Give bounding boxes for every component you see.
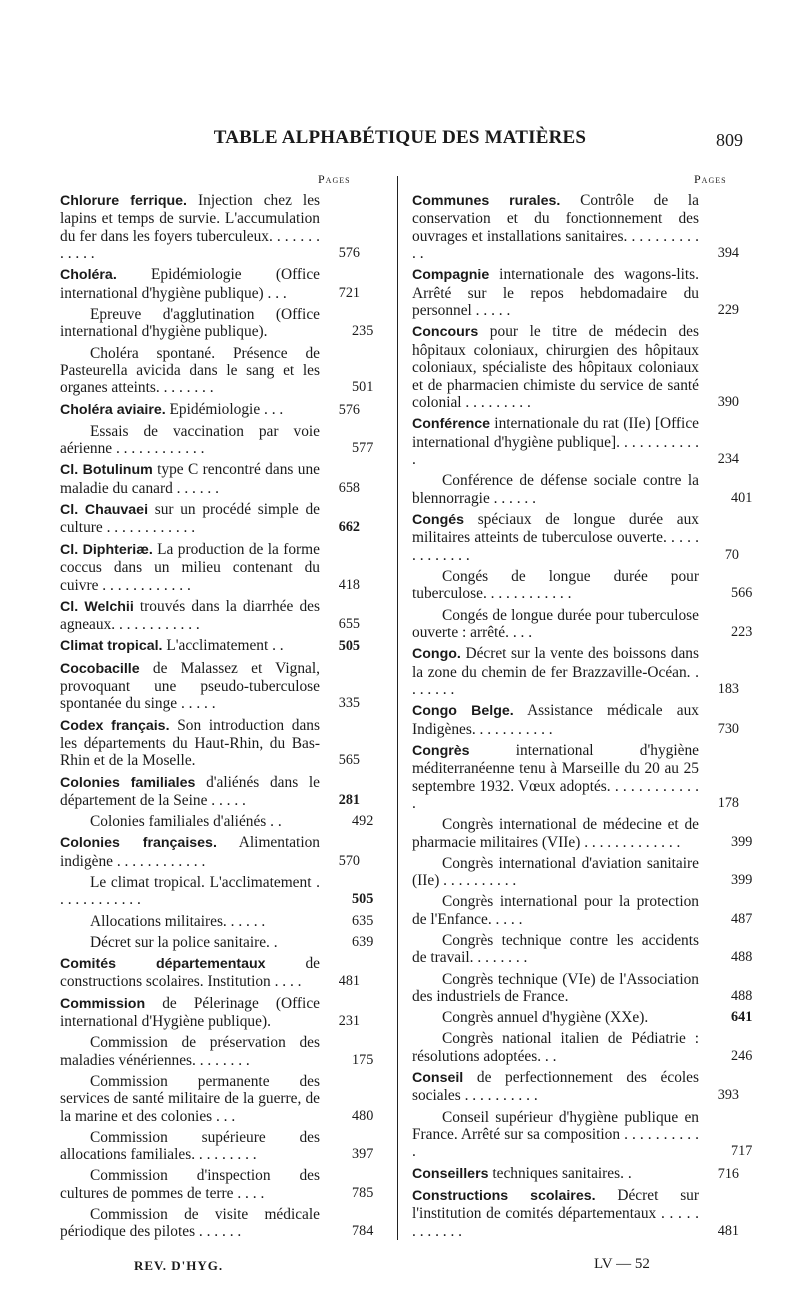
index-entry bbox=[60, 266, 360, 302]
index-entry bbox=[412, 1069, 739, 1105]
entry-heading: Cocobacille bbox=[60, 660, 140, 677]
index-entry bbox=[60, 774, 360, 810]
entry-text: Congrès international pour la protection de l'Enfance. . . . . bbox=[412, 893, 699, 928]
entry-text: pour le titre de médecin des hôpitaux coloniaux, chirurgien des hôpitaux coloniaux, spécialiste des hôpitaux coloniaux et de pharmacien chimiste du service de santé colonial . . . . . . . . . bbox=[412, 323, 699, 412]
index-entry bbox=[412, 511, 739, 564]
running-title: TABLE ALPHABÉTIQUE DES MATIÈRES bbox=[213, 127, 587, 148]
entry-page-number: 399 bbox=[731, 833, 753, 850]
entry-page-number: 721 bbox=[338, 284, 360, 301]
entry-text: Assistance médicale aux Indigènes. . . . . . . . . . . bbox=[412, 702, 699, 738]
entry-page-number: 397 bbox=[352, 1146, 374, 1163]
index-entry bbox=[60, 912, 374, 930]
entry-text: La production de la forme coccus dans un milieu contenant du cuivre . . . . . . . . . . . . bbox=[60, 540, 320, 594]
entry-heading: Commission bbox=[60, 995, 146, 1012]
index-entry bbox=[412, 742, 739, 813]
index-entry bbox=[412, 970, 753, 1006]
entry-text: Congrès international d'aviation sanitaire (IIe) . . . . . . . . . . bbox=[412, 854, 699, 890]
entry-text: de perfectionnement des écoles sociales . . . . . . . . . . bbox=[412, 1069, 699, 1105]
entry-text: d'aliénés dans le département de la Seine . . . . . bbox=[60, 773, 320, 809]
index-entry bbox=[60, 873, 374, 909]
entry-page-number: 480 bbox=[352, 1107, 374, 1124]
index-entry bbox=[60, 660, 360, 713]
entry-text: Décret sur l'institution de comités départementaux . . . . . . . . . . . . bbox=[412, 1186, 699, 1240]
index-entry bbox=[60, 598, 360, 634]
entry-page-number: 635 bbox=[352, 912, 374, 929]
index-entry bbox=[412, 1187, 739, 1240]
entry-page-number: 393 bbox=[717, 1087, 739, 1104]
entry-heading: Climat tropical. bbox=[60, 638, 163, 655]
entry-page-number: 399 bbox=[731, 872, 753, 889]
entry-page-number: 246 bbox=[731, 1047, 753, 1064]
entry-heading: Conférence bbox=[412, 416, 491, 433]
entry-text: Congrès national italien de Pédiatrie : résolutions adoptées. . . bbox=[412, 1030, 699, 1065]
entry-text: international d'hygiène méditerranéenne tenu à Marseille du 20 au 25 septembre 1932. Vœux adoptés. . . . . . . . . . . . . bbox=[412, 741, 699, 812]
entry-text: Epidémiologie (Office international d'hygiène publique) . . . bbox=[60, 266, 320, 302]
index-entry bbox=[60, 401, 360, 419]
entry-page-number: 784 bbox=[352, 1223, 374, 1240]
entry-text: Congrès annuel d'hygiène (XXe). bbox=[442, 1009, 649, 1027]
entry-page-number: 70 bbox=[724, 546, 739, 563]
entry-text: internationale du rat (IIe) [Office international d'hygiène publique]. . . . . . . . . . . . bbox=[412, 415, 699, 469]
entry-heading: Comités départementaux bbox=[60, 955, 266, 972]
entry-page-number: 175 bbox=[352, 1051, 374, 1068]
entry-text: de Pélerinage (Office international d'Hygiène publique). bbox=[60, 994, 320, 1030]
entry-text: Injection chez les lapins et temps de survie. L'accumulation du fer dans les foyers tuberculeux. . . . . . . . . . . . bbox=[60, 192, 321, 263]
entry-heading: Compagnie bbox=[412, 267, 490, 284]
index-entry bbox=[412, 1030, 753, 1065]
entry-heading: Choléra. bbox=[60, 267, 117, 284]
entry-heading: Conseillers bbox=[412, 1165, 489, 1182]
index-entry bbox=[412, 854, 753, 890]
index-entry bbox=[60, 933, 374, 951]
entry-text: Congrès technique contre les accidents de travail. . . . . . . . bbox=[412, 932, 699, 967]
entry-text: trouvés dans la diarrhée des agneaux. . . . . . . . . . . . bbox=[60, 597, 320, 634]
entry-page-number: 570 bbox=[338, 852, 360, 869]
index-entry bbox=[60, 1128, 374, 1164]
entry-text: Commission de préservation des maladies vénériennes. . . . . . . . bbox=[60, 1034, 320, 1069]
entry-page-number: 577 bbox=[352, 440, 374, 457]
entry-heading: Communes rurales. bbox=[412, 193, 561, 209]
index-entry bbox=[412, 1108, 753, 1161]
index-entry bbox=[412, 816, 753, 851]
entry-page-number: 576 bbox=[338, 245, 360, 262]
index-entry bbox=[60, 995, 360, 1031]
index-entry bbox=[60, 344, 374, 397]
entry-heading: Congo Belge. bbox=[412, 703, 514, 720]
entry-page-number: 658 bbox=[338, 479, 360, 496]
entry-page-number: 235 bbox=[352, 323, 374, 340]
entry-heading: Cl. Botulinum bbox=[60, 462, 153, 479]
index-entry bbox=[60, 955, 360, 991]
entry-text: Commission supérieure des allocations familiales. . . . . . . . . bbox=[60, 1128, 320, 1164]
left-column bbox=[60, 192, 374, 1245]
index-entry bbox=[60, 834, 360, 870]
entry-text: techniques sanitaires. . bbox=[488, 1164, 632, 1182]
entry-text: Commission d'inspection des cultures de pommes de terre . . . . bbox=[60, 1167, 320, 1202]
entry-text: L'acclimatement . . bbox=[162, 637, 284, 655]
index-entry bbox=[60, 813, 374, 831]
entry-heading: Concours bbox=[412, 324, 479, 341]
index-entry bbox=[60, 501, 360, 537]
entry-page-number: 183 bbox=[717, 680, 739, 697]
entry-text: type C rencontré dans une maladie du canard . . . . . . bbox=[60, 461, 320, 497]
entry-text: sur un procédé simple de culture . . . . . . . . . . . . bbox=[60, 501, 320, 537]
entry-text: de constructions scolaires. Institution . . . . bbox=[60, 954, 321, 991]
entry-text: Décret sur la police sanitaire. . bbox=[90, 933, 278, 951]
index-entry bbox=[412, 472, 753, 507]
column-divider bbox=[397, 176, 398, 1240]
entry-text: Congrès international de médecine et de pharmacie militaires (VIIe) . . . . . . . . . . . . . bbox=[412, 816, 699, 851]
entry-page-number: 418 bbox=[338, 576, 360, 593]
index-entry bbox=[60, 1167, 374, 1202]
entry-heading: Cl. Welchii bbox=[60, 598, 134, 615]
index-entry bbox=[412, 192, 739, 263]
entry-heading: Conseil bbox=[412, 1070, 464, 1087]
entry-heading: Cl. Chauvaei bbox=[60, 502, 149, 519]
index-entry bbox=[412, 1009, 753, 1027]
index-entry bbox=[412, 567, 753, 603]
page-number: 809 bbox=[716, 130, 743, 150]
entry-text: Commission de visite médicale périodique des pilotes . . . . . . bbox=[60, 1206, 320, 1241]
index-entry bbox=[412, 606, 753, 642]
entry-page-number: 223 bbox=[731, 623, 753, 640]
entry-heading: Congrès bbox=[412, 742, 470, 759]
entry-page-number: 655 bbox=[338, 616, 360, 633]
entry-text: internationale des wagons-lits. Arrêté sur le repos hebdomadaire du personnel . . . . . bbox=[412, 266, 699, 320]
entry-page-number: 501 bbox=[352, 379, 374, 396]
entry-page-number: 481 bbox=[338, 973, 360, 990]
entry-page-number: 716 bbox=[717, 1165, 739, 1182]
index-entry bbox=[60, 637, 360, 655]
entry-page-number: 662 bbox=[338, 519, 360, 536]
entry-text: Décret sur la vente des boissons dans la zone du chemin de fer Brazzaville-Océan. . . . . . . . bbox=[412, 645, 699, 698]
right-column-heading: Pages bbox=[694, 172, 727, 186]
entry-page-number: 401 bbox=[731, 489, 753, 506]
entry-text: de Malassez et Vignal, provoquant une pseudo-tuberculose spontanée du singe . . . . . bbox=[60, 659, 320, 713]
entry-page-number: 178 bbox=[717, 794, 739, 811]
entry-page-number: 488 bbox=[731, 988, 753, 1005]
index-entry bbox=[60, 541, 360, 594]
entry-page-number: 229 bbox=[717, 302, 739, 319]
entry-heading: Cl. Diphteriæ. bbox=[60, 541, 153, 558]
entry-page-number: 390 bbox=[717, 394, 739, 411]
entry-text: Conseil supérieur d'hygiène publique en France. Arrêté sur sa composition . . . . . . . . . . . bbox=[412, 1108, 699, 1161]
entry-page-number: 566 bbox=[731, 585, 753, 602]
index-entry bbox=[412, 645, 739, 698]
entry-heading: Congés bbox=[412, 511, 465, 528]
index-entry bbox=[60, 717, 360, 770]
right-column bbox=[412, 192, 753, 1244]
entry-text: Congés de longue durée pour tuberculose ouverte : arrêté. . . . bbox=[412, 606, 699, 641]
index-entry bbox=[412, 266, 739, 319]
entry-text: Contrôle de la conservation et du fonctionnement des ouvrages et installations sanitaires. . . . . . . . . . . . bbox=[412, 192, 699, 263]
entry-text: Essais de vaccination par voie aérienne . . . . . . . . . . . . bbox=[60, 422, 320, 458]
entry-page-number: 565 bbox=[338, 752, 360, 769]
index-entry bbox=[412, 932, 753, 967]
index-entry bbox=[412, 323, 739, 411]
entry-text: Congrès technique (VIe) de l'Association des industriels de France. bbox=[412, 970, 699, 1006]
entry-heading: Colonies familiales bbox=[60, 774, 196, 791]
entry-page-number: 730 bbox=[717, 720, 739, 737]
entry-page-number: 487 bbox=[731, 910, 753, 927]
entry-page-number: 785 bbox=[352, 1184, 374, 1201]
footer-signature: LV — 52 bbox=[594, 1256, 650, 1272]
entry-page-number: 231 bbox=[338, 1013, 360, 1029]
entry-page-number: 335 bbox=[338, 695, 360, 712]
entry-page-number: 717 bbox=[731, 1143, 753, 1160]
entry-page-number: 234 bbox=[717, 451, 739, 468]
index-entry bbox=[60, 1034, 374, 1069]
entry-page-number: 394 bbox=[717, 245, 739, 262]
index-entry bbox=[412, 415, 739, 468]
entry-heading: Chlorure ferrique. bbox=[60, 193, 187, 209]
entry-heading: Colonies françaises. bbox=[60, 835, 217, 852]
footer-journal: REV. D'HYG. bbox=[134, 1258, 224, 1273]
entry-page-number: 641 bbox=[731, 1009, 753, 1026]
entry-text: Epidémiologie . . . bbox=[165, 400, 284, 418]
entry-page-number: 639 bbox=[352, 933, 374, 950]
entry-page-number: 281 bbox=[338, 791, 360, 808]
entry-text: Commission permanente des services de santé militaire de la guerre, de la marine et des colonies . . . bbox=[60, 1072, 320, 1125]
index-entry bbox=[60, 192, 360, 263]
entry-text: Conférence de défense sociale contre la blennorragie . . . . . . bbox=[412, 472, 699, 507]
entry-text: Son introduction dans les départements du Haut-Rhin, du Bas-Rhin et de la Moselle. bbox=[60, 716, 320, 770]
index-entry bbox=[412, 893, 753, 928]
entry-page-number: 505 bbox=[338, 638, 360, 655]
entry-text: Alimentation indigène . . . . . . . . . . . . bbox=[60, 834, 320, 870]
entry-heading: Constructions scolaires. bbox=[412, 1187, 596, 1204]
entry-text: Allocations militaires. . . . . . bbox=[90, 912, 266, 930]
entry-text: spéciaux de longue durée aux militaires atteints de tuberculose ouverte. . . . . . . . . . . . . bbox=[412, 510, 699, 564]
entry-text: Le climat tropical. L'acclimatement . . . . . . . . . . . . bbox=[60, 873, 320, 909]
index-entry bbox=[412, 702, 739, 738]
entry-page-number: 576 bbox=[338, 401, 360, 418]
index-entry bbox=[60, 306, 374, 341]
entry-page-number: 492 bbox=[352, 813, 374, 830]
left-column-heading: Pages bbox=[318, 172, 351, 186]
index-entry bbox=[412, 1165, 739, 1183]
entry-page-number: 481 bbox=[717, 1222, 739, 1239]
entry-page-number: 488 bbox=[731, 949, 753, 966]
index-entry bbox=[60, 1072, 374, 1125]
entry-page-number: 505 bbox=[352, 891, 374, 908]
entry-heading: Choléra aviaire. bbox=[60, 401, 166, 418]
index-entry bbox=[60, 1206, 374, 1241]
entry-heading: Congo. bbox=[412, 646, 461, 663]
entry-text: Congés de longue durée pour tuberculose. . . . . . . . . . . . bbox=[412, 567, 699, 603]
entry-heading: Codex français. bbox=[60, 717, 170, 734]
entry-text: Colonies familiales d'aliénés . . bbox=[90, 813, 282, 831]
entry-text: Epreuve d'agglutination (Office international d'hygiène publique). bbox=[60, 306, 320, 341]
index-entry bbox=[60, 422, 374, 458]
index-entry bbox=[60, 461, 360, 497]
entry-text: Choléra spontané. Présence de Pasteurella avicida dans le sang et les organes atteints. . . . . . . . bbox=[60, 344, 320, 397]
